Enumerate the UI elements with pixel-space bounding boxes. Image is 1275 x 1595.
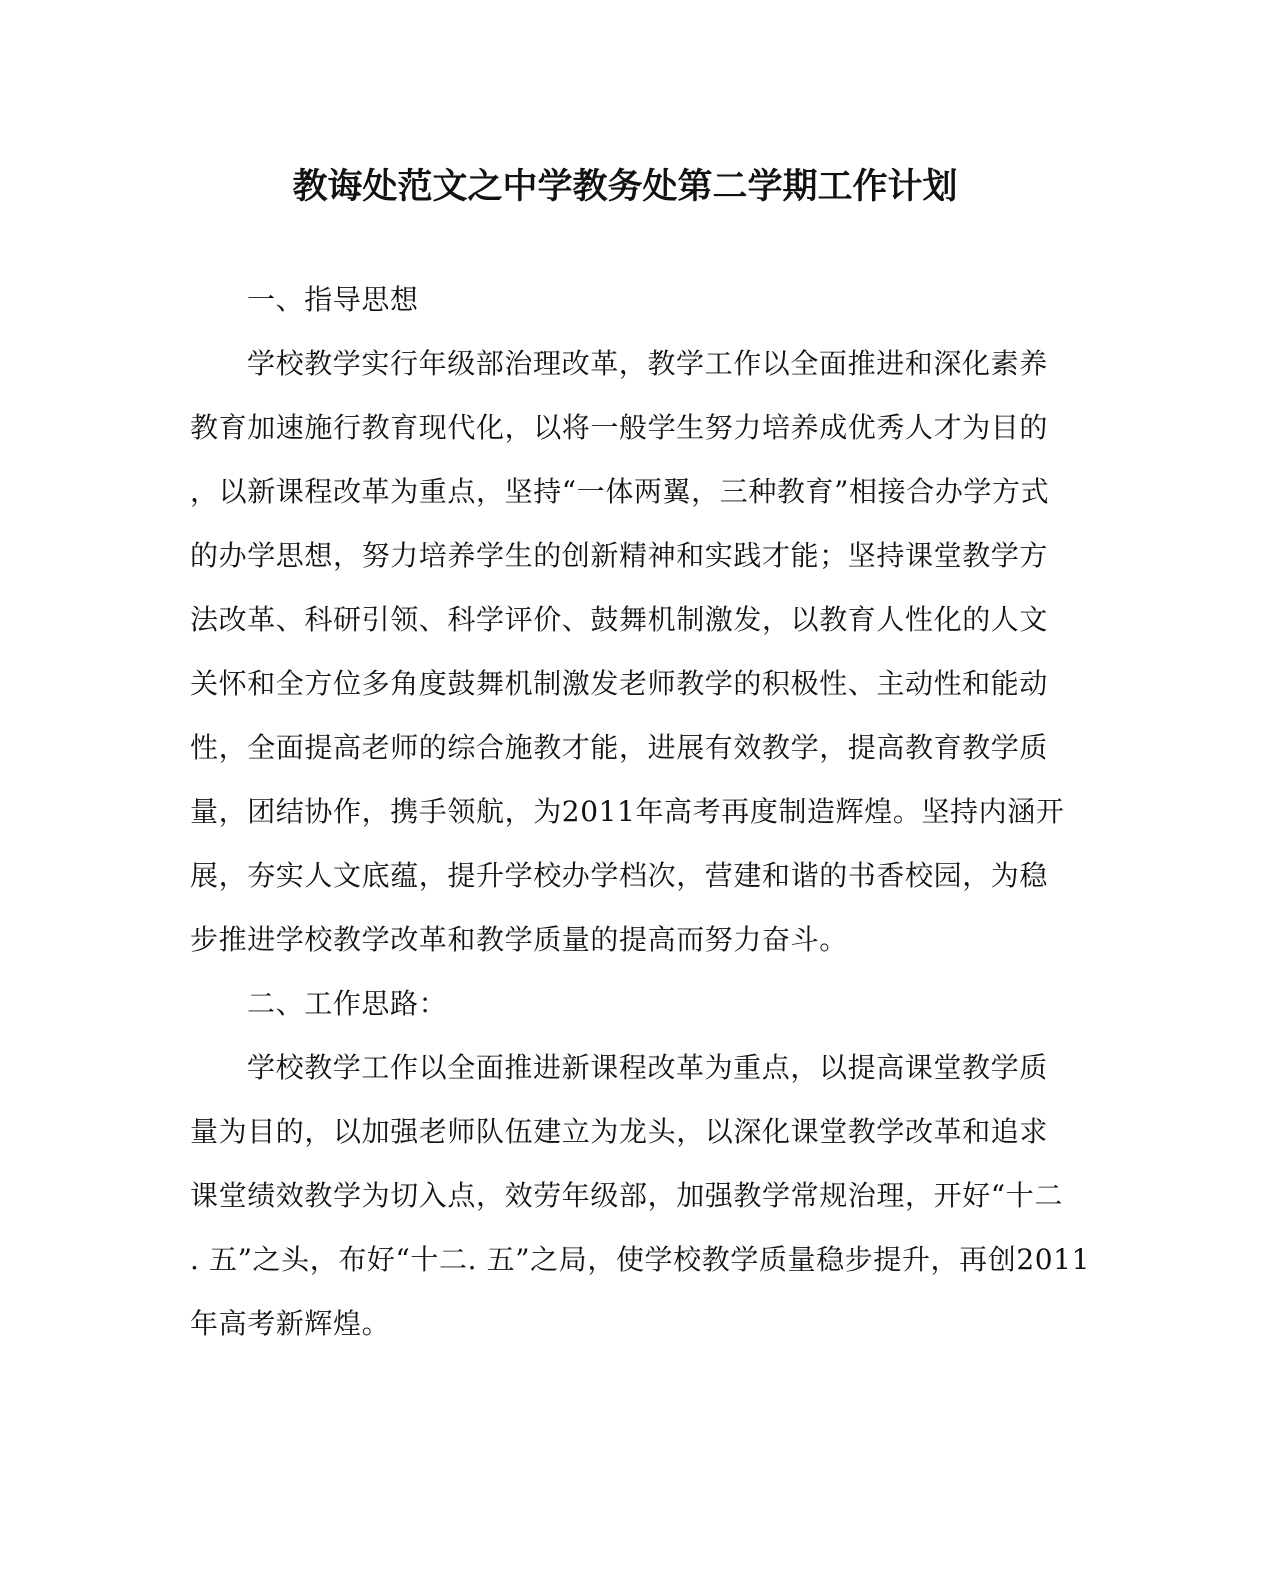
document-title: 教诲处范文之中学教务处第二学期工作计划 [292, 166, 958, 207]
paragraph-line: 的办学思想，努力培养学生的创新精神和实践才能；坚持课堂教学方 [190, 539, 1049, 572]
paragraph-line: 课堂绩效教学为切入点，效劳年级部，加强教学常规治理，开好“十二 [190, 1179, 1063, 1212]
paragraph-line: 年高考新辉煌。 [190, 1307, 391, 1340]
paragraph-line: . 五”之头，布好“十二. 五”之局，使学校教学质量稳步提升，再创2011 [190, 1243, 1091, 1276]
paragraph-line: 法改革、科研引领、科学评价、鼓舞机制激发，以教育人性化的人文 [190, 603, 1049, 636]
paragraph-line: 展，夯实人文底蕴，提升学校办学档次，营建和谐的书香校园，为稳 [190, 859, 1049, 892]
paragraph-line: 量，团结协作，携手领航，为2011年高考再度制造辉煌。坚持内涵开 [190, 795, 1065, 828]
paragraph-line: 学校教学工作以全面推进新课程改革为重点，以提高课堂教学质 [247, 1051, 1048, 1084]
paragraph-line: 步推进学校教学改革和教学质量的提高而努力奋斗。 [190, 923, 848, 956]
section-heading-work-approach: 二、工作思路： [247, 987, 448, 1020]
paragraph-line: ，以新课程改革为重点，坚持“一体两翼，三种教育”相接合办学方式 [190, 475, 1050, 508]
section-heading-guiding-thought: 一、指导思想 [247, 283, 419, 316]
paragraph-line: 量为目的，以加强老师队伍建立为龙头，以深化课堂教学改革和追求 [190, 1115, 1049, 1148]
paragraph-line: 教育加速施行教育现代化，以将一般学生努力培养成优秀人才为目的 [190, 411, 1049, 444]
paragraph-line: 学校教学实行年级部治理改革，教学工作以全面推进和深化素养 [247, 347, 1048, 380]
paragraph-line: 性，全面提高老师的综合施教才能，进展有效教学，提高教育教学质 [190, 731, 1049, 764]
paragraph-line: 关怀和全方位多角度鼓舞机制激发老师教学的积极性、主动性和能动 [190, 667, 1049, 700]
